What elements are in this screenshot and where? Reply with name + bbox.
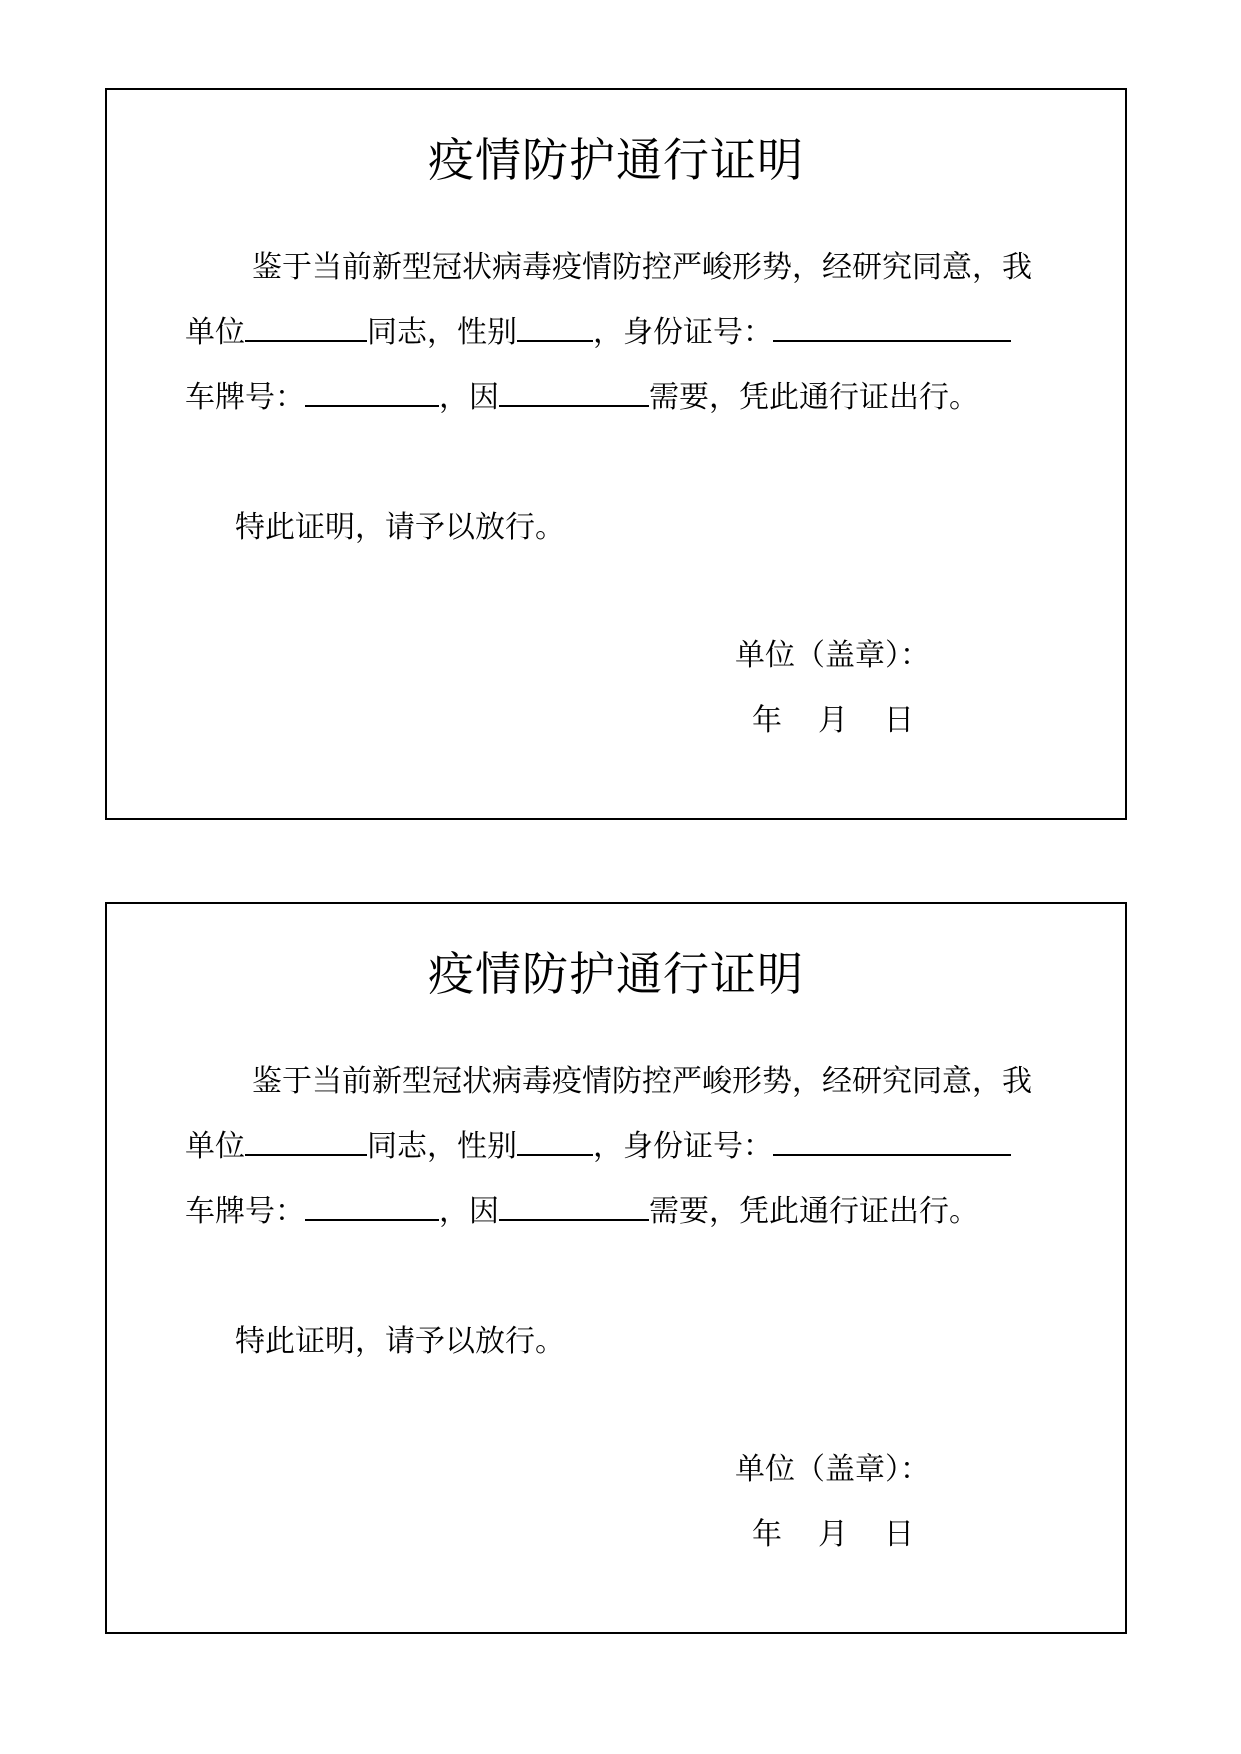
year-label: 年 (752, 703, 782, 738)
intro-line: 鉴于当前新型冠状病毒疫情防控严峻形势，经研究同意，我 (252, 1064, 1032, 1099)
plate-label: 车牌号： (185, 380, 305, 415)
certificate-card-1 (105, 88, 1127, 820)
reason-label: ，因 (439, 1194, 499, 1229)
reason-tail: 需要，凭此通行证出行。 (649, 1194, 979, 1229)
comrade-gender-label: 同志，性别 (367, 1129, 517, 1164)
unit-label: 单位 (185, 315, 245, 350)
reason-blank[interactable] (499, 1191, 649, 1221)
unit-name-blank[interactable] (245, 1126, 367, 1156)
plate-reason-line (185, 1191, 979, 1232)
certificate-title: 疫情防护通行证明 (428, 133, 804, 187)
reason-label: ，因 (439, 380, 499, 415)
reason-blank[interactable] (499, 377, 649, 407)
plate-label: 车牌号： (185, 1194, 305, 1229)
id-number-blank[interactable] (773, 1126, 1011, 1156)
certificate-card-2 (105, 902, 1127, 1634)
plate-number-blank[interactable] (305, 1191, 439, 1221)
closing-line: 特此证明，请予以放行。 (235, 510, 565, 545)
stamp-label: 单位（盖章）： (735, 1452, 930, 1487)
day-label: 日 (884, 703, 914, 738)
unit-label: 单位 (185, 1129, 245, 1164)
plate-reason-line (185, 377, 979, 418)
identity-line (185, 1126, 1011, 1167)
day-label: 日 (884, 1517, 914, 1552)
month-label: 月 (818, 703, 848, 738)
date-line (752, 1515, 914, 1555)
closing-line: 特此证明，请予以放行。 (235, 1324, 565, 1359)
year-label: 年 (752, 1517, 782, 1552)
date-line (752, 701, 914, 741)
reason-tail: 需要，凭此通行证出行。 (649, 380, 979, 415)
id-number-blank[interactable] (773, 312, 1011, 342)
plate-number-blank[interactable] (305, 377, 439, 407)
stamp-label: 单位（盖章）： (735, 638, 930, 673)
identity-line (185, 312, 1011, 353)
gender-blank[interactable] (517, 312, 593, 342)
intro-line: 鉴于当前新型冠状病毒疫情防控严峻形势，经研究同意，我 (252, 250, 1032, 285)
unit-name-blank[interactable] (245, 312, 367, 342)
comrade-gender-label: 同志，性别 (367, 315, 517, 350)
id-number-label: ，身份证号： (593, 315, 773, 350)
id-number-label: ，身份证号： (593, 1129, 773, 1164)
certificate-title: 疫情防护通行证明 (428, 947, 804, 1001)
month-label: 月 (818, 1517, 848, 1552)
gender-blank[interactable] (517, 1126, 593, 1156)
